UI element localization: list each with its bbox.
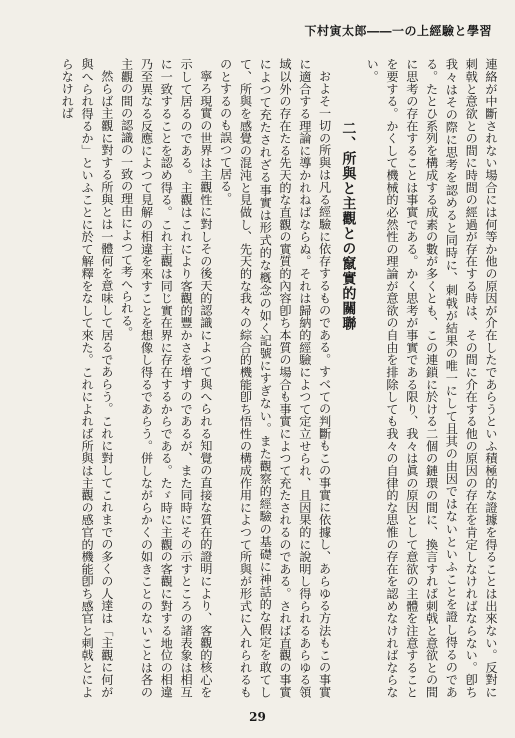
section-heading: 二、所與と主觀との竄實的關聯: [340, 121, 357, 331]
paragraph: 寧ろ現實の世界は主觀性に對しその後天的認識によつて與へられる知覺の直接な質在的證明により、客觀的核心を示して居るのである。主觀はこれにより客觀的豐かさを增すのであるが、また同時にその示すところの諸表象は相互に一致することを認め得る。これ主觀は同じ實在界に存在するからである。たゞ時に主觀の客觀に對する地位の相違乃至異なる反應によつて見解の相違を來すことを想像し得るであらう。併しながらかくの如きことのないことは各の主觀の間の認識の一致の理由によつて考へられる。: [119, 58, 213, 698]
running-header: 下村寅太郎――一の上經驗と學習: [304, 24, 492, 38]
paragraph: 連絡が中斷されない場合には何等か他の原因が介在したであらうといふ積極的な證據を得ることは出來ない。反對に刺戟と意欲との間に時間の經過が存在する時は、その間に介在する他の原因の存在を肯定しなければならない。卽ち我々はその際に思考を認めると同時に、刺戟が結果の唯一にして且其の由因ではないといふことを證し得るのである。たとひ系列を構成する成素の數が多くとも、この連鎖に於ける二個の鏈環の間に、換言すれば刺戟と意欲との間に思考の存在することは事實である。かく思考が事實である限り、我々は眞の原因として意欲の主體を注意することを要する。かくして機械的必然性の理論が意欲の自由を排除しても我々の自律的な思惟の存在を認めなければならない。: [365, 58, 498, 698]
paragraph: 然らば主觀に對する所與とは一體何を意味して居るであらう。これに對してこれまでの多くの人達は「主觀に何が與へられ得るか」といふことに於て解釋をなして來た。これによれば所與は主觀の感官的機能卽ち感官と刺戟とによらなければ: [60, 58, 114, 698]
paragraph: およそ一切の所與は凡る經驗に依存するものである。すべての判斷もこの事實に依據し、あらゆる方法もこの事實に適合する理論に導かれねばならぬ。それは歸納的經驗によつて定立せられ、且因果的に說明し得られるあらゆる領域以外の存在たる先天的な直觀の實質的內容卽ち本質の場合も事實によつて充たされるのである。されば直觀の事實によつて充たされざる事實は形式的な槪念の如く記號にすぎない。また觀察的經驗の基礎に神話的な假定を敢てして、所與を感覺の混沌と見做し、先天的な我々の綜合的機能卽ち悟性の構成作用によつて所與が形式に入れられるものとするのも誤つて居る。: [218, 58, 332, 698]
page-number: 29: [249, 710, 266, 724]
body-text: [60, 58, 500, 698]
